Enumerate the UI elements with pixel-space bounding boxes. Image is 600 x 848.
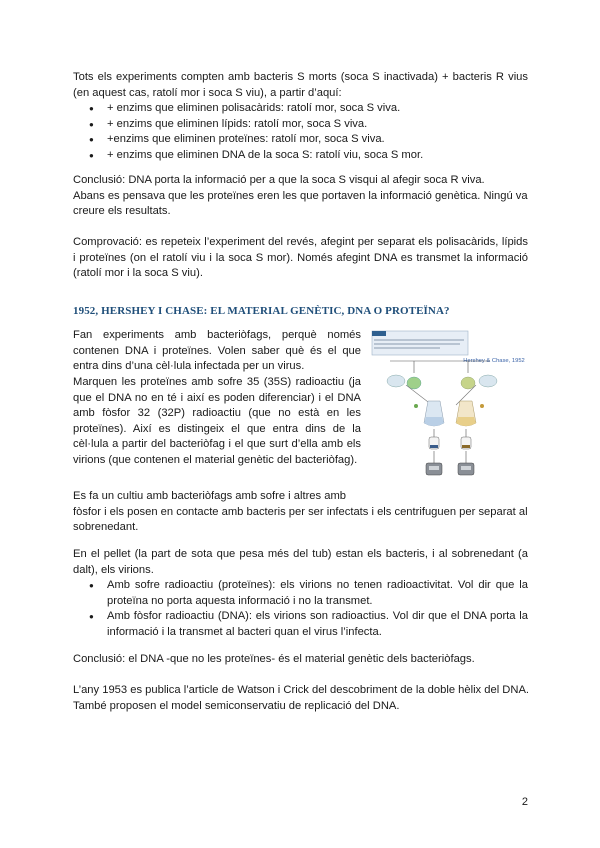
phage-paragraph: Fan experiments amb bacteriòfags, perquè només contenen DNA i proteïnes. Volen saber què és el que entra dins d’una cèl·lula infectada per un virus.	[73, 329, 361, 373]
figure-header-tab	[372, 331, 386, 336]
section-title: 1952, HERSHEY I CHASE: EL MATERIAL GENÈTIC, DNA O PROTEÏNA?	[73, 305, 450, 317]
conclusion-1-note: Abans es pensava que les proteïnes eren les que portaven la informació genètica. Ningú va creure els resultats.	[73, 189, 528, 218]
intro-bullet-list	[73, 101, 528, 163]
list-item: ● + enzims que eliminen DNA de la soca S: ratolí viu, soca S mor.	[73, 148, 528, 164]
list-item: ● + enzims que eliminen lípids: ratolí mor, soca S viva.	[73, 117, 528, 133]
list-item: ● Amb fòsfor radioactiu (DNA): els virions son radioactius. Vol dir que el DNA porta la informació i la transmet al bacteri quan el virus l’infecta.	[73, 609, 528, 640]
page-number: 2	[521, 796, 528, 808]
culture-paragraph	[73, 489, 528, 536]
labeling-paragraph: Marquen les proteïnes amb sofre 35 (35S) radioactiu (ja que el DNA no en té i així es poden diferenciar) i el DNA amb fòsfor 32 (32P) radioactiu (que no està en les proteïnes). Així es distingeix el que entra dins de la cèl·lula a partir del bacteriòfag i el que surt d’ella amb els virions (que contenen el material genètic del bacteriòfag).	[73, 376, 361, 466]
figure-label: Hershey & Chase, 1952	[463, 358, 525, 364]
list-item: ● +enzims que eliminen proteïnes: ratolí mor, soca S viva.	[73, 132, 528, 148]
counter-display	[429, 466, 439, 470]
final-paragraph	[73, 683, 528, 714]
list-item: ● Amb sofre radioactiu (proteïnes): els virions no tenen radioactivitat. Vol dir que la proteïna no porta aquesta informació i no la transmet.	[73, 578, 528, 609]
conclusion-1	[73, 173, 528, 220]
culture-vessel	[479, 375, 497, 387]
culture-paragraph-first-line: Es fa un cultiu amb bacteriòfags amb sofre i altres amb	[73, 490, 346, 502]
intro-paragraph: Tots els experiments compten amb bacteris S morts (soca S inactivada) + bacteris R vius (en aquest cas, ratolí mor i soca S viu), a partir d’aquí:	[73, 71, 528, 99]
comprovacio-paragraph: Comprovació: es repeteix l’experiment del revés, afegint per separat els polisacàrids, lípids i proteïnes (on el ratolí viu i la soca S mor). Només afegint DNA es transmet la informació (ratolí mor i la soca S viu).	[73, 236, 528, 280]
culture-vessel	[461, 377, 475, 389]
phage-particle	[480, 404, 484, 408]
figure-caption-box	[372, 331, 468, 355]
list-item: ● + enzims que eliminen polisacàrids: ratolí mor, soca S viva.	[73, 101, 528, 117]
phage-particle	[414, 404, 418, 408]
final-line: També proposen el model semiconservatiu de replicació del DNA.	[73, 699, 400, 712]
conclusion-2: Conclusió: el DNA -que no les proteïnes- és el material genètic dels bacteriòfags.	[73, 653, 475, 665]
culture-vessel	[387, 375, 405, 387]
experiment-diagram	[370, 329, 528, 487]
culture-paragraph-rest: fòsfor i els posen en contacte amb bacteris per ser infectats i els centrifuguen per separat al sobrenedant.	[73, 505, 528, 534]
conclusion-1-line: Conclusió: DNA porta la informació per a que la soca S visqui al afegir soca R viva.	[73, 174, 485, 186]
pellet	[462, 445, 470, 448]
pellet-paragraph: En el pellet (la part de sota que pesa més del tub) estan els bacteris, i al sobrenedant (a dalt), els virions.	[73, 548, 528, 576]
final-line: L’any 1953 es publica l’article de Watson i Crick del descobriment de la doble hèlix del DNA.	[73, 684, 530, 696]
counter-display	[461, 466, 471, 470]
hershey-chase-figure	[370, 329, 528, 487]
pellet	[430, 445, 438, 448]
pellet-bullet-list	[73, 578, 528, 640]
